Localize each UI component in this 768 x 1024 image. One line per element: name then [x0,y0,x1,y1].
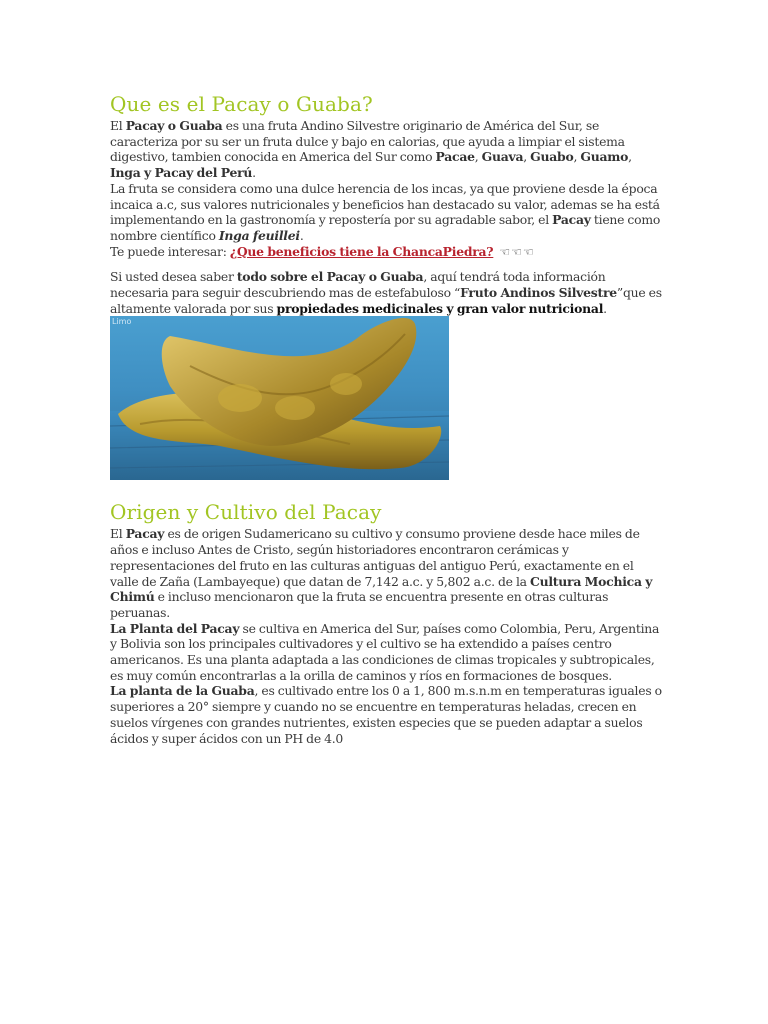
chancapiedra-link[interactable]: ¿Que beneficios tiene la ChancaPiedra? [229,243,494,259]
paragraph-origen: El Pacay es de origen Sudamericano su cultivo y consumo proviene desde hace miles de años e incluso Antes de Cristo, según historiadores encontraron cerámicas y representaciones del fruto en las culturas antiguas del antiguo Perú, exactamente en el valle de Zaña (Lambayeque) que datan de 7,142 a.c. y 5,802 a.c. de la Cultura Mochica y Chimú e incluso mencionaron que la fruta se encuentra presente en otras culturas peruanas. [110,526,653,620]
section-title-origen: Origen y Cultivo del Pacay [110,500,382,525]
paragraph-todo-sobre: Si usted desea saber todo sobre el Pacay o Guaba, aquí tendrá toda información necesaria para seguir descubriendo mas de estefabuloso “Fruto Andinos Silvestre”que es altamente valorada por sus propiedades medicinales y gran valor nutricional. [110,269,662,316]
paragraph-te-puede-interesar: Te puede interesar: ¿Que beneficios tiene la ChancaPiedra? ☜☜☜ [110,243,535,259]
paragraph-planta-pacay: La Planta del Pacay se cultiva en America del Sur, países como Colombia, Peru, Argentina y Bolivia son los principales cultivadores y el cultivo se ha extendido a países centro americanos. Es una planta adaptada a las condiciones de climas tropicales y subtropicales, es muy común encontrarlas a la orilla de caminos y ríos en formaciones de bosques. [110,620,660,683]
paragraph-herencia: La fruta se considera como una dulce herencia de los incas, ya que proviene desde la época incaica a.c, sus valores nutricionales y beneficios han destacado su valor, ademas se ha está implementando en la gastronomía y repostería por su agradable sabor, el Pacay tiene como nombre científico Inga feuillei. [110,180,661,243]
image-watermark: Limo [112,317,132,327]
paragraph-intro: El Pacay o Guaba es una fruta Andino Silvestre originario de América del Sur, se caracteriza por su ser un fruta dulce y bajo en calorias, que ayuda a limpiar el sistema digestivo, tambien conocida en America del Sur como Pacae, Guava, Guabo, Guamo, Inga y Pacay del Perú. [110,118,632,181]
section-title-que-es: Que es el Pacay o Guaba? [110,92,373,116]
pointing-hand-icons: ☜☜☜ [499,244,535,259]
pacay-pods-illustration [110,316,449,480]
paragraph-planta-guaba: La planta de la Guaba, es cultivado entre los 0 a 1, 800 m.s.n.m en temperaturas iguales o superiores a 20° siempre y cuando no se encuentre en temperaturas heladas, crecen en suelos vírgenes con grandes nutrientes, existen especies que se pueden adaptar a suelos ácidos y super ácidos con un PH de 4.0 [110,683,662,746]
article-body [110,90,662,746]
pacay-fruit-image [110,316,449,480]
